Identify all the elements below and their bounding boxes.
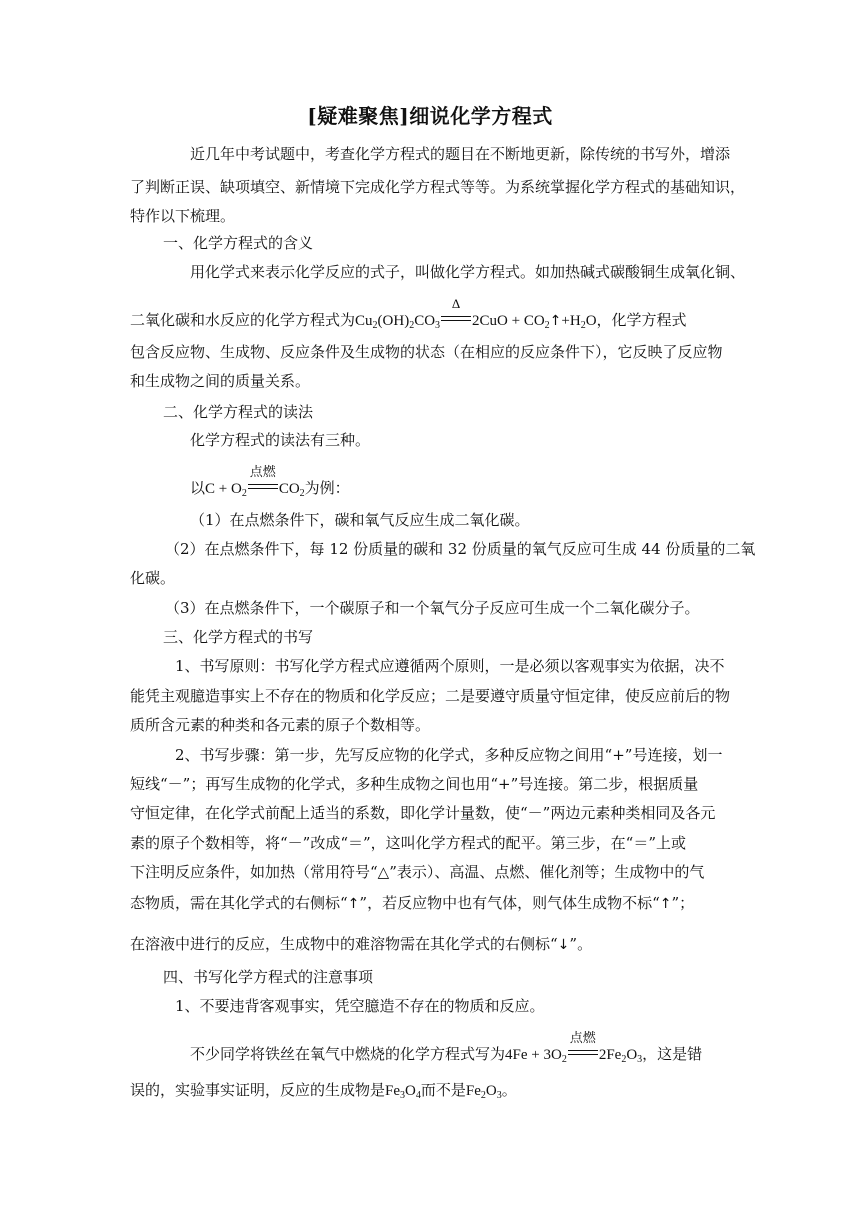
steps-line-6-part-2: ”，若反应物中也有气体，则气体生成物不标“ xyxy=(359,894,660,912)
formula-iron-oxide-fe3o4: $Fe_3O_4$ xyxy=(385,1083,421,1101)
caution-1: 1、不要违背客观事实，凭空臆造不存在的物质和反应。 xyxy=(175,997,545,1015)
writing-steps-line-3: 守恒定律，在化学式前配上适当的系数，即化学计量数，使“－”两边元素种类相同及各元 xyxy=(130,804,716,822)
writing-principle-line-3: 质所含元素的种类和各元素的原子个数相等。 xyxy=(130,716,431,734)
writing-steps-line-4: 素的原子个数相等，将“－”改成“＝”，这叫化学方程式的配平。第三步，在“＝”上或 xyxy=(130,834,687,852)
example-text-before-equation: 不少同学将铁丝在氧气中燃烧的化学方程式写为 xyxy=(190,1045,506,1063)
formula-iron-oxide-fe2o3: $Fe_2O_3$ xyxy=(465,1083,502,1101)
precipitate-arrow-icon: ↓ xyxy=(557,937,570,953)
s2-example-prefix: 以 xyxy=(190,479,206,497)
s1-text-before-equation: 二氧化碳和水反应的化学方程式为 xyxy=(130,311,356,329)
gas-arrow-icon: ↑ xyxy=(347,896,360,912)
s1-paragraph-line-1: 用化学式来表示化学反应的式子，叫做化学方程式。如加热碱式碳酸铜生成氧化铜、 xyxy=(190,263,746,281)
section-1-heading: 一、化学方程式的含义 xyxy=(163,234,314,252)
s2-example-suffix: 为例： xyxy=(304,479,350,497)
writing-steps-line-2: 短线“－”；再写生成物的化学式，多种生成物之间也用“+”号连接。第二步，根据质量 xyxy=(130,775,699,793)
equation-heat-condition xyxy=(440,296,472,331)
s1-text-after-equation: ，化学方程式 xyxy=(596,311,687,329)
intro-line-1: 近几年中考试题中，考查化学方程式的题目在不断地更新，除传统的书写外，增添 xyxy=(190,145,731,163)
s2-paragraph-line-1: 化学方程式的读法有三种。 xyxy=(190,431,371,449)
s1-paragraph-line-4: 和生成物之间的质量关系。 xyxy=(130,372,311,390)
reading-method-2-line-2: 化碳。 xyxy=(130,569,176,587)
section-3-heading: 三、化学方程式的书写 xyxy=(163,628,314,646)
writing-steps-line-6 xyxy=(130,893,730,914)
reading-method-2-line-1: （2）在点燃条件下，每 12 份质量的碳和 32 份质量的氧气反应可生成 44 份质量的二氧 xyxy=(165,540,756,558)
intro-line-2: 了判断正误、缺项填空、新情境下完成化学方程式等等。为系统掌握化学方程式的基础知识， xyxy=(130,178,746,196)
example-line-2-part-3: 。 xyxy=(501,1081,517,1099)
steps-line-7-part-1: 在溶液中进行的反应，生成物中的难溶物需在其化学式的右侧标“ xyxy=(130,935,558,953)
example-text-after-equation: ，这是错 xyxy=(642,1045,703,1063)
section-2-heading: 二、化学方程式的读法 xyxy=(163,403,314,421)
equation-basic-copper-carbonate-decomposition: $Cu_2(OH)_2CO_3$ Δ $2CuO + CO_2↑+H_2O$ xyxy=(355,296,597,331)
writing-principle-line-1: 1、书写原则：书写化学方程式应遵循两个原则，一是必须以客观事实为依据，决不 xyxy=(175,657,725,675)
equation-iron-combustion-wrong: $4Fe + 3O_2$ 点燃 $2Fe_2O_3$ xyxy=(505,1030,643,1065)
equation-ignition-condition xyxy=(247,464,279,499)
ignition-condition-label: 点燃 xyxy=(249,464,276,479)
heat-condition-symbol: Δ xyxy=(451,296,461,311)
example-line-2-part-1: 误的，实验事实证明，反应的生成物是 xyxy=(130,1081,386,1099)
gas-arrow-icon: ↑ xyxy=(549,313,562,329)
writing-steps-line-5: 下注明反应条件，如加热（常用符号“△”表示）、高温、点燃、催化剂等；生成物中的气 xyxy=(130,863,705,881)
intro-line-3: 特作以下梳理。 xyxy=(130,207,236,225)
writing-principle-line-2: 能凭主观臆造事实上不存在的物质和化学反应；二是要遵守质量守恒定律，使反应前后的物 xyxy=(130,687,731,705)
caution-1-example-line-1 xyxy=(190,1030,730,1070)
gas-arrow-icon: ↑ xyxy=(659,896,672,912)
ignition-condition-label: 点燃 xyxy=(569,1030,596,1045)
reading-method-1: （1）在点燃条件下，碳和氧气反应生成二氧化碳。 xyxy=(190,511,530,529)
s2-example-line xyxy=(190,464,790,504)
section-4-heading: 四、书写化学方程式的注意事项 xyxy=(163,968,374,986)
s1-paragraph-line-2 xyxy=(130,296,730,336)
steps-line-7-part-2: ”。 xyxy=(569,935,593,953)
steps-line-6-part-3: ”； xyxy=(671,894,695,912)
equation-carbon-combustion: $C + O_2$ 点燃 $CO_2$ xyxy=(205,464,305,499)
reading-method-3: （3）在点燃条件下，一个碳原子和一个氧气分子反应可生成一个二氧化碳分子。 xyxy=(165,599,700,617)
writing-steps-line-1: 2、书写步骤：第一步，先写反应物的化学式，多种反应物之间用“+”号连接，划一 xyxy=(175,746,723,764)
example-line-2-part-2: 而不是 xyxy=(420,1081,466,1099)
caution-1-example-line-2 xyxy=(130,1080,730,1106)
s1-paragraph-line-3: 包含反应物、生成物、反应条件及生成物的状态（在相应的反应条件下），它反映了反应物 xyxy=(130,343,723,361)
equation-ignition-condition xyxy=(567,1030,599,1065)
document-title: [疑难聚焦]细说化学方程式 xyxy=(307,104,553,128)
writing-steps-line-7 xyxy=(130,934,730,955)
steps-line-6-part-1: 态物质，需在其化学式的右侧标“ xyxy=(130,894,348,912)
